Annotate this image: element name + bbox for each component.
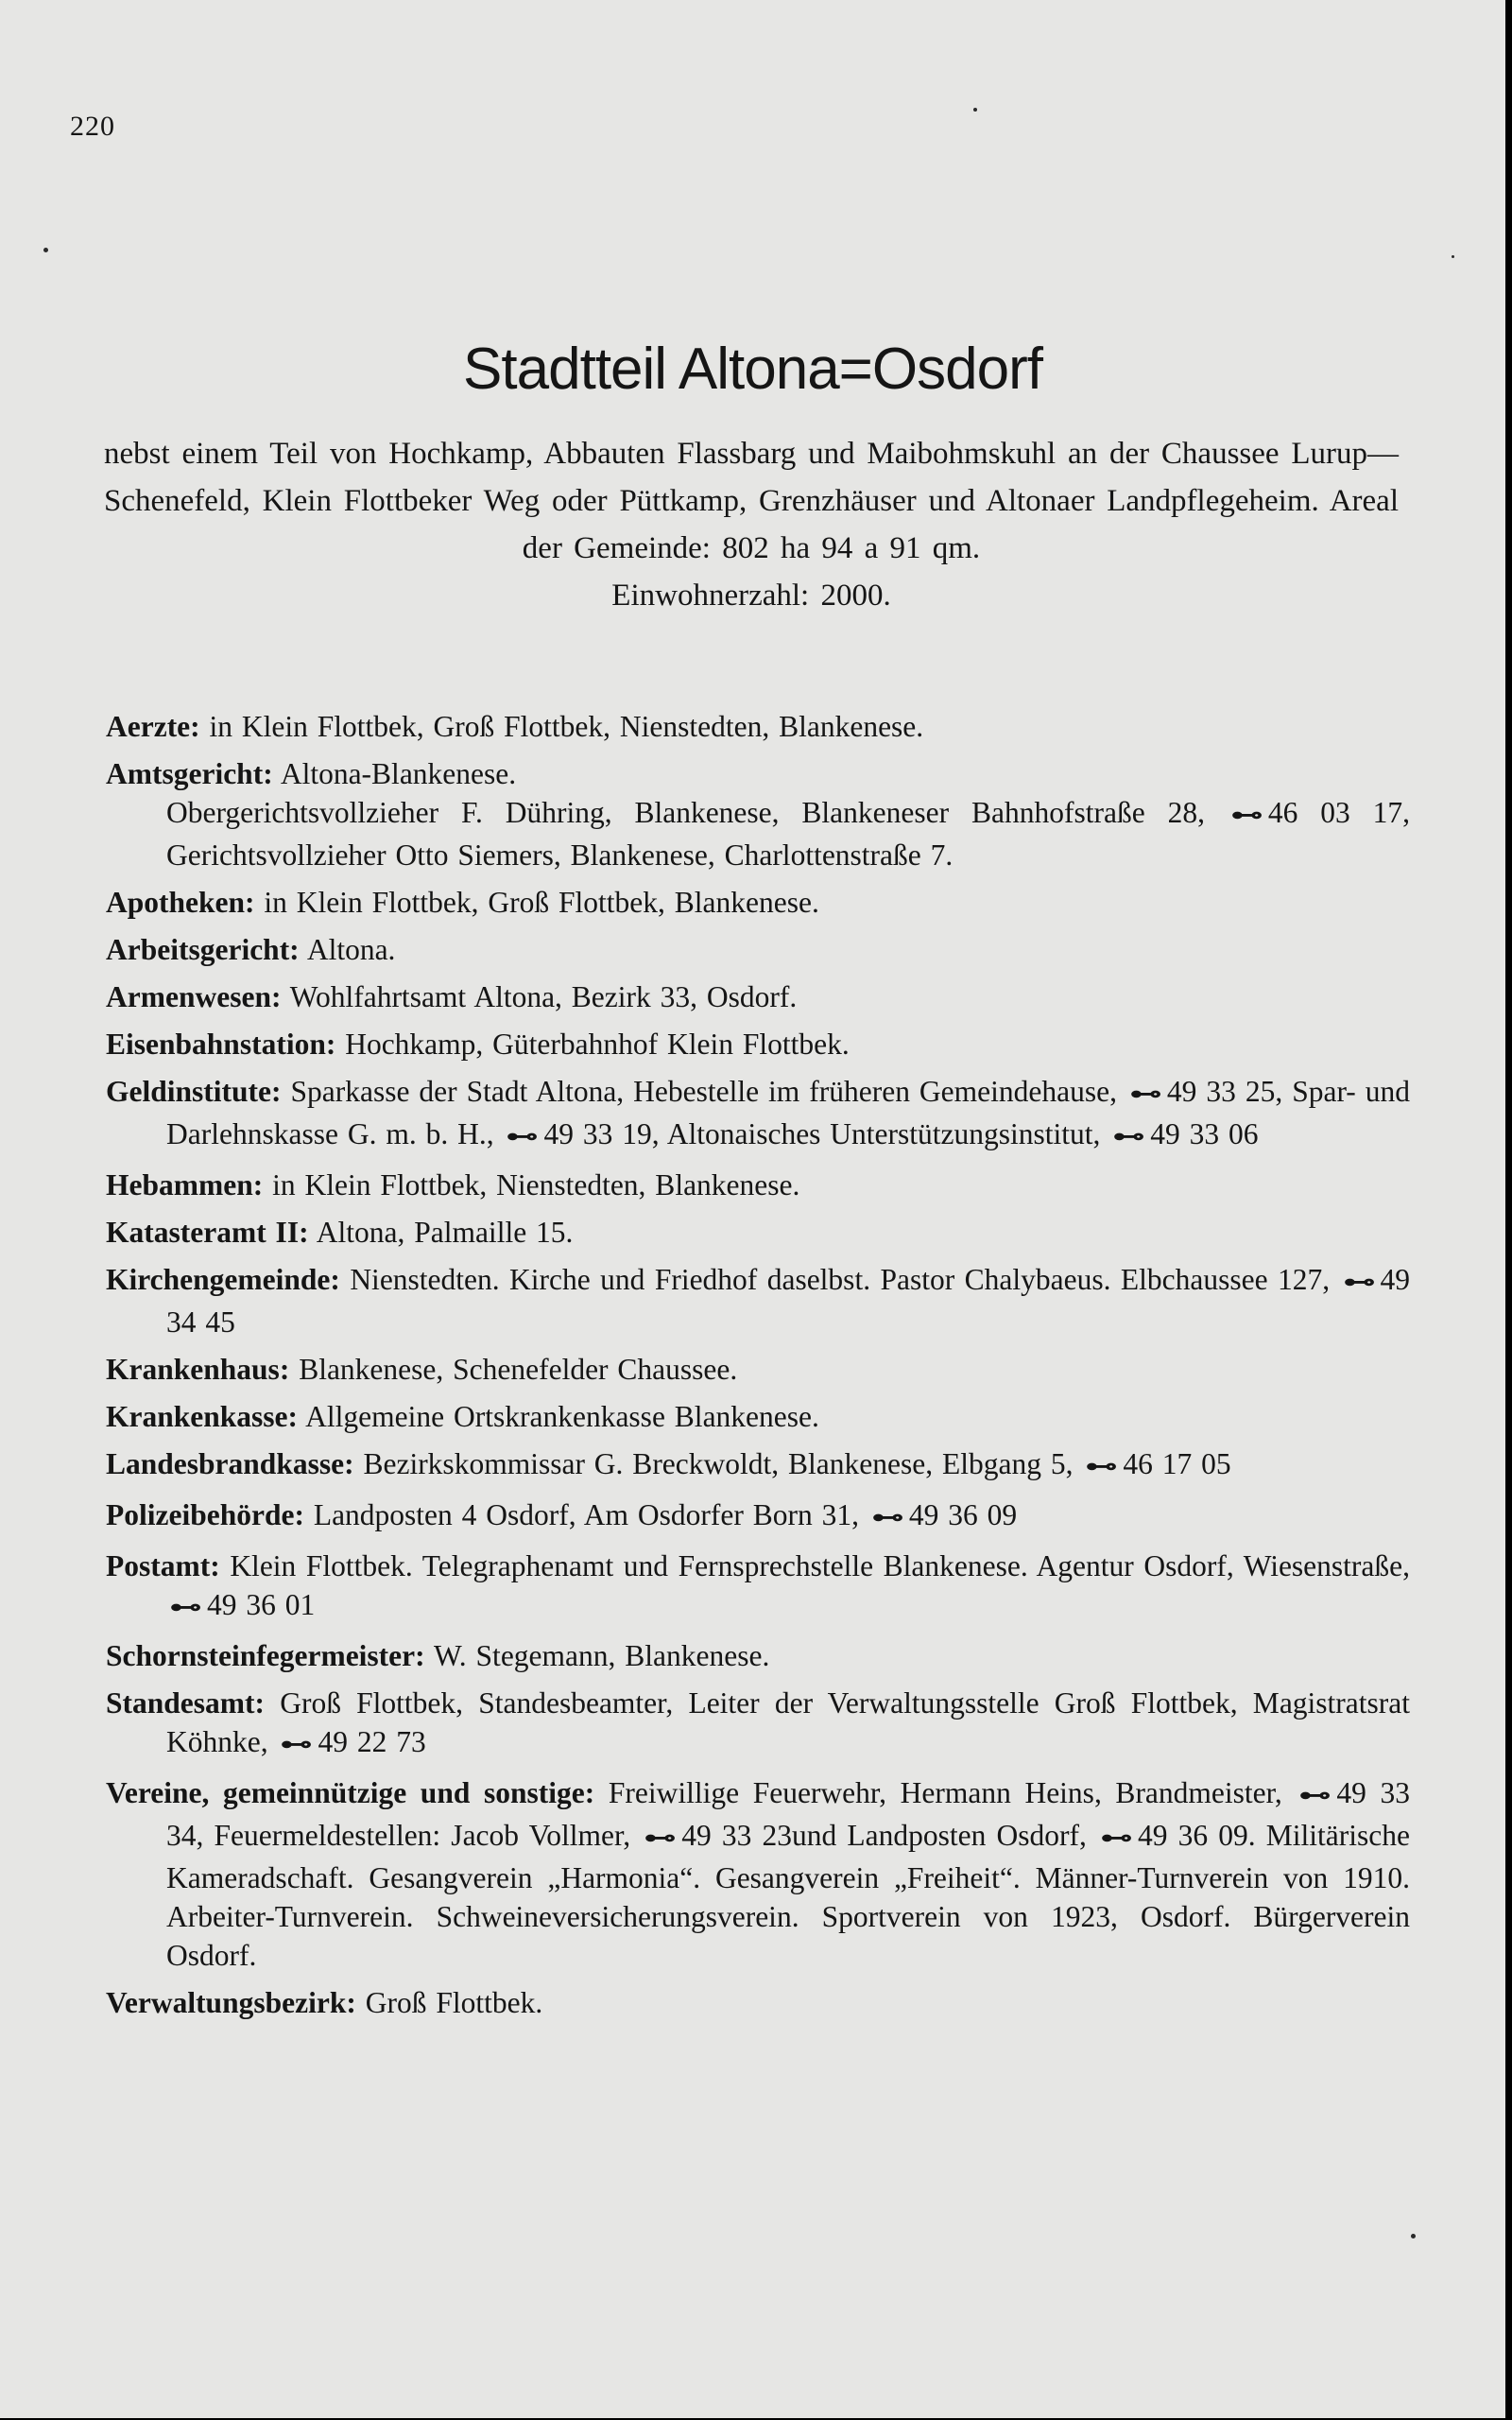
telephone-icon: ⊷ [281, 1733, 309, 1757]
entry-text: , Altonaisches Unterstützungsinstitut, [651, 1117, 1101, 1150]
directory-entry [106, 1072, 1410, 1157]
entry-label: Schornsteinfegermeister: [106, 1639, 425, 1672]
directory-entry [106, 1444, 1410, 1487]
directory-entry [106, 930, 1410, 969]
phone-number: 46 17 05 [1123, 1447, 1231, 1480]
entry-label: Krankenhaus: [106, 1353, 290, 1386]
phone-number: 49 33 06 [1150, 1117, 1259, 1150]
intro-text: nebst einem Teil von Hochkamp, Abbauten Flassbarg und Maibohmskuhl an der Chaussee Lurup—Schenefeld, Klein Flottbeker Weg oder Püttkamp, Grenzhäuser und Altonaer Landpflegeheim. Areal der Gemeinde: 802 ha 94 a 91 qm. [104, 437, 1399, 565]
entry-label: Armenwesen: [106, 980, 282, 1013]
telephone-icon: ⊷ [169, 1596, 198, 1620]
entry-text: Bezirkskommissar G. Breckwoldt, Blankenese, Elbgang 5, [363, 1447, 1074, 1480]
entry-text: Nienstedten. Kirche und Friedhof daselbst. Pastor Chalybaeus. Elbchaussee 127, [350, 1263, 1331, 1296]
directory-entry [106, 754, 1410, 874]
entry-text: Groß Flottbek, Standesbeamter, Leiter der Verwaltungsstelle Groß Flottbek, Magistratsrat Köhnke, [166, 1686, 1411, 1758]
entry-text: , Gerichtsvollzieher Otto Siemers, Blankenese, Charlottenstraße 7. [166, 796, 1410, 872]
directory-entry [106, 977, 1410, 1016]
phone-number: 49 22 73 [318, 1725, 426, 1758]
entry-label: Amtsgericht: [106, 757, 273, 790]
paper-speck [43, 248, 48, 252]
directory-entry [106, 1166, 1410, 1204]
telephone-icon: ⊷ [1343, 1270, 1371, 1295]
entry-label: Geldinstitute: [106, 1075, 282, 1108]
phone-number: 49 36 01 [207, 1588, 316, 1621]
entry-label: Vereine, gemeinnützige und sonstige: [106, 1776, 595, 1809]
phone-number: 49 33 23 [681, 1819, 793, 1852]
entry-label: Hebammen: [106, 1168, 264, 1201]
directory-entry [106, 1260, 1410, 1341]
directory-entry [106, 1495, 1410, 1538]
directory-entry [106, 1397, 1410, 1436]
directory-entry [106, 1684, 1410, 1765]
telephone-icon: ⊷ [507, 1125, 535, 1150]
directory-entry [106, 1025, 1410, 1063]
population-line: Einwohnerzahl: 2000. [611, 579, 891, 613]
directory-entry [106, 1213, 1410, 1252]
entry-text: Allgemeine Ortskrankenkasse Blankenese. [305, 1400, 819, 1433]
paper-speck [1452, 255, 1454, 258]
entry-label: Landesbrandkasse: [106, 1447, 354, 1480]
directory-entry [106, 1547, 1410, 1628]
directory-entry [106, 883, 1410, 922]
entry-label: Standesamt: [106, 1686, 266, 1720]
intro-paragraph [104, 430, 1399, 619]
entry-text: Obergerichtsvollzieher F. Dühring, Blankenese, Blankeneser Bahnhofstraße 28, [166, 796, 1205, 829]
directory-entry [106, 1350, 1410, 1389]
entry-label: Arbeitsgericht: [106, 933, 300, 966]
entry-text: Wohlfahrtsamt Altona, Bezirk 33, Osdorf. [289, 980, 798, 1013]
entry-text: Altona-Blankenese. [280, 757, 517, 790]
entry-label: Apotheken: [106, 886, 255, 919]
entry-text: in Klein Flottbek, Groß Flottbek, Nienstedten, Blankenese. [209, 710, 924, 743]
paper-speck [1411, 2234, 1416, 2238]
entry-label: Aerzte: [106, 710, 200, 743]
entry-text: Freiwillige Feuerwehr, Hermann Heins, Brandmeister, [608, 1776, 1282, 1809]
entry-label: Krankenkasse: [106, 1400, 299, 1433]
entry-text: Altona. [306, 933, 396, 966]
entry-text: Klein Flottbek. Telegraphenamt und Fernsprechstelle Blankenese. Agentur Osdorf, Wiesenstraße, [230, 1549, 1411, 1582]
directory-entries [106, 707, 1410, 2031]
entry-label: Kirchengemeinde: [106, 1263, 340, 1296]
entry-text: Groß Flottbek. [365, 1986, 543, 2019]
entry-label: Katasteramt II: [106, 1216, 309, 1249]
telephone-icon: ⊷ [1230, 804, 1260, 828]
entry-text: in Klein Flottbek, Groß Flottbek, Blankenese. [264, 886, 819, 919]
phone-number: 49 33 19 [543, 1117, 652, 1150]
telephone-icon: ⊷ [644, 1826, 673, 1851]
directory-entry [106, 1773, 1410, 1975]
entry-label: Eisenbahnstation: [106, 1028, 336, 1061]
page-number: 220 [70, 111, 115, 142]
telephone-icon: ⊷ [1129, 1082, 1159, 1107]
entry-text: Blankenese, Schenefelder Chaussee. [299, 1353, 738, 1386]
entry-text: . Militärische Kameradschaft. Gesangverein „Harmonia“. Gesangverein „Freiheit“. Männer-Turnverein von 1910. Arbeiter-Turnverein. Schweineversicherungsverein. Sportverein von 1923, Osdorf. Bürgerverein Osdorf. [166, 1819, 1410, 1972]
phone-number: 49 33 25 [1166, 1075, 1276, 1108]
entry-label: Verwaltungsbezirk: [106, 1986, 356, 2019]
entry-text: Altona, Palmaille 15. [316, 1216, 574, 1249]
phone-number: 49 33 34 [166, 1776, 1410, 1852]
entry-text: W. Stegemann, Blankenese. [433, 1639, 770, 1672]
phone-number: 49 34 45 [166, 1263, 1411, 1339]
entry-label: Postamt: [106, 1549, 220, 1582]
directory-entry [106, 1636, 1410, 1675]
phone-number: 49 36 09 [1138, 1819, 1248, 1852]
telephone-icon: ⊷ [871, 1506, 901, 1530]
directory-entry [106, 707, 1410, 746]
entry-label: Polizeibehörde: [106, 1498, 304, 1531]
phone-number: 49 36 09 [908, 1498, 1018, 1531]
telephone-icon: ⊷ [1086, 1455, 1114, 1479]
entry-text: Landposten 4 Osdorf, Am Osdorfer Born 31, [313, 1498, 859, 1531]
directory-entry [106, 1983, 1410, 2022]
telephone-icon: ⊷ [1299, 1784, 1328, 1808]
phone-number: 46 03 17 [1267, 796, 1403, 829]
entry-text: Hochkamp, Güterbahnhof Klein Flottbek. [345, 1028, 850, 1061]
entry-text: Sparkasse der Stadt Altona, Hebestelle im früheren Gemeindehause, [290, 1075, 1117, 1108]
entry-text: und Landposten Osdorf, [792, 1819, 1087, 1852]
entry-text: , Feuermeldestellen: Jacob Vollmer, [196, 1819, 631, 1852]
paper-speck [973, 108, 977, 112]
telephone-icon: ⊷ [1113, 1125, 1142, 1150]
telephone-icon: ⊷ [1100, 1826, 1129, 1851]
entry-text: in Klein Flottbek, Nienstedten, Blankenese. [272, 1168, 800, 1201]
page-title: Stadtteil Altona=Osdorf [463, 337, 1042, 402]
entry-text: , Spar- und Darlehnskasse G. m. b. H., [166, 1075, 1411, 1150]
